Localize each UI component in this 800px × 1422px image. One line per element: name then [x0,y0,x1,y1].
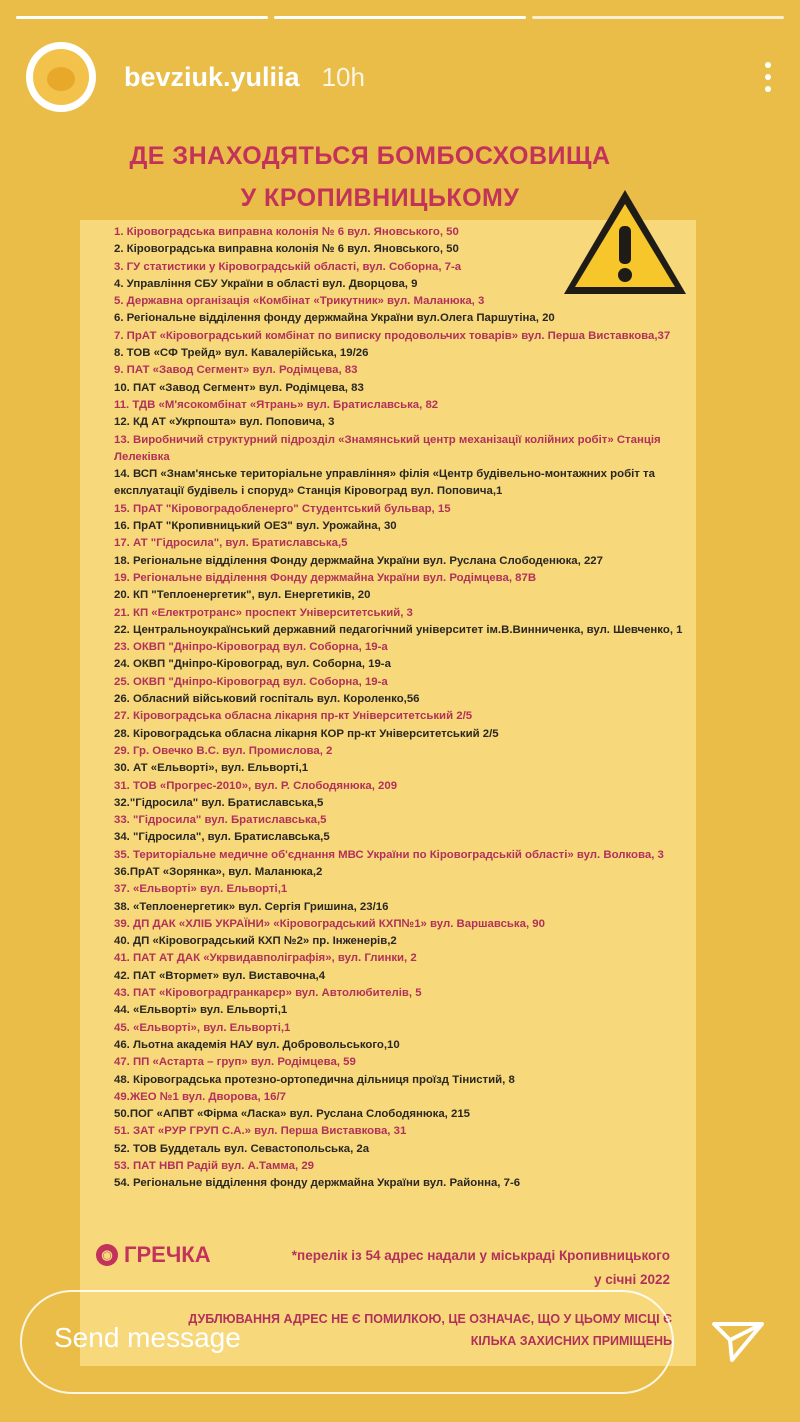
shelter-list [114,224,689,1193]
avatar[interactable] [26,42,96,112]
list-item: 51. ЗАТ «РУР ГРУП С.А.» вул. Перша Виставкова, 31 [114,1125,407,1138]
brand-name: ГРЕЧКА [124,1242,211,1267]
list-item: 45. «Ельворті», вул. Ельворті,1 [114,1021,291,1034]
send-message-input[interactable] [20,1290,674,1394]
source-note [250,1244,670,1292]
list-item: 4. Управління СБУ України в області вул. Дворцова, 9 [114,277,418,290]
list-item: 14. ВСП «Знам'янське територіальне управління» філія «Центр будівельно-монтажних робіт та експлуатації будівель і споруд» Станція Кіровоград вул. Поповича,1 [114,468,655,498]
send-icon[interactable] [710,1318,766,1364]
list-item: 41. ПАТ АТ ДАК «Укрвидавполіграфія», вул. Глинки, 2 [114,952,417,965]
list-item: 32."Гідросила" вул. Братиславська,5 [114,796,324,809]
list-item: 53. ПАТ НВП Радій вул. А.Тамма, 29 [114,1160,315,1173]
list-item: 25. ОКВП "Дніпро-Кіровоград вул. Соборна, 19-а [114,675,388,688]
list-item: 46. Льотна академія НАУ вул. Добровольського,10 [114,1038,400,1051]
story-progress [16,16,784,20]
list-item: 3. ГУ статистики у Кіровоградській області, вул. Соборна, 7-а [114,260,462,273]
username[interactable]: bevziuk.yuliia [124,61,300,92]
progress-segment-current [532,16,784,19]
list-item: 54. Регіональне відділення фонду держмайна України вул. Районна, 7-6 [114,1177,521,1190]
list-item: 28. Кіровоградська обласна лікарня КОР пр-кт Університетський 2/5 [114,727,499,740]
list-item: 31. ТОВ «Прогрес-2010», вул. Р. Слободянюка, 209 [114,779,398,792]
list-item: 18. Регіональне відділення Фонду держмайна України вул. Руслана Слободенюка, 227 [114,554,603,567]
list-item: 23. ОКВП "Дніпро-Кіровоград вул. Соборна, 19-а [114,641,388,654]
list-item: 37. «Ельворті» вул. Ельворті,1 [114,883,288,896]
list-item: 50.ПОГ «АПВТ «Фірма «Ласка» вул. Руслана Слободянюка, 215 [114,1108,471,1121]
list-item: 22. Центральноукраїнський державний педагогічний університет ім.В.Винниченка, вул. Шевченко, 1 [114,623,683,636]
story-image [80,128,696,1258]
list-item: 2. Кіровоградська виправна колонія № 6 вул. Яновського, 50 [114,243,459,256]
list-item: 47. ПП «Астарта – груп» вул. Родімцева, 59 [114,1056,356,1069]
list-item: 39. ДП ДАК «ХЛІБ УКРАЇНИ» «Кіровоградський КХП№1» вул. Варшавська, 90 [114,917,545,930]
list-item: 12. КД АТ «Укрпошта» вул. Поповича, 3 [114,416,335,429]
brand-icon: ◉ [96,1244,118,1266]
list-item: 16. ПрАТ "Кропивницький ОЕЗ" вул. Урожайна, 30 [114,520,397,533]
list-item: 44. «Ельворті» вул. Ельворті,1 [114,1004,288,1017]
list-item: 17. АТ "Гідросила", вул. Братиславська,5 [114,537,348,550]
disclaimer-line-2: КІЛЬКА ЗАХИСНИХ ПРИМІЩЕНЬ [470,1334,672,1348]
note-line-2: у січні 2022 [593,1272,670,1287]
list-item: 8. ТОВ «СФ Трейд» вул. Кавалерійська, 19/26 [114,347,369,360]
more-options-icon[interactable] [762,62,774,92]
list-item: 34. "Гідросила", вул. Братиславська,5 [114,831,330,844]
progress-segment [274,16,526,19]
list-item: 33. "Гідросила" вул. Братиславська,5 [114,814,327,827]
progress-segment [16,16,268,19]
list-item: 6. Регіональне відділення фонду держмайна України вул.Олега Паршутіна, 20 [114,312,555,325]
title-line-1: ДЕ ЗНАХОДЯТЬСЯ БОМБОСХОВИЩА [129,142,611,170]
list-item: 42. ПАТ «Втормет» вул. Виставочна,4 [114,969,326,982]
list-item: 40. ДП «Кіровоградський КХП №2» пр. Інженерів,2 [114,935,397,948]
list-item: 30. АТ «Ельворті», вул. Ельворті,1 [114,762,309,775]
list-item: 15. ПрАТ "Кіровоградобленерго" Студентський бульвар, 15 [114,502,451,515]
list-item: 11. ТДВ «М'ясокомбінат «Ятрань» вул. Братиславська, 82 [114,398,439,411]
list-item: 13. Виробничий структурний підрозділ «Знамянський центр механізації колійних робіт» Станція Лелеківка [114,433,661,463]
list-item: 7. ПрАТ «Кіровоградський комбінат по випиcку продовольчих товарів» вул. Перша Виставкова,37 [114,329,671,342]
brand-logo [96,1242,211,1268]
list-item: 38. «Теплоенергетик» вул. Сергія Гришина, 23/16 [114,900,389,913]
list-item: 36.ПрАТ «Зорянка», вул. Маланюка,2 [114,865,323,878]
list-item: 35. Територіальне медичне об'єднання МВС України по Кіровоградській області» вул. Волкова, 3 [114,848,664,861]
post-time: 10h [321,61,365,92]
title-line-2: У КРОПИВНИЦЬКОМУ [240,184,520,212]
list-item: 1. Кіровоградська виправна колонія № 6 вул. Яновського, 50 [114,226,459,238]
list-item: 20. КП "Теплоенергетик", вул. Енергетиків, 20 [114,589,371,602]
list-item: 43. ПАТ «Кіровоградгранкарєр» вул. Автолюбителів, 5 [114,987,422,1000]
list-item: 9. ПАТ «Завод Сегмент» вул. Родімцева, 83 [114,364,358,377]
story-header [26,42,774,112]
list-item: 21. КП «Електротранс» проспект Університетський, 3 [114,606,413,619]
list-item: 27. Кіровоградська обласна лікарня пр-кт Університетський 2/5 [114,710,473,723]
list-item: 19. Регіональне відділення Фонду держмайна України вул. Родімцева, 87В [114,571,537,584]
list-item: 52. ТОВ Буддеталь вул. Севастопольська, 2а [114,1142,370,1155]
disclaimer-line-1: ДУБЛЮВАННЯ АДРЕС НЕ Є ПОМИЛКОЮ, ЦЕ ОЗНАЧАЄ, ЩО У ЦЬОМУ МІСЦІ Є [188,1312,672,1326]
list-item: 5. Державна організація «Комбінат «Трикутник» вул. Маланюка, 3 [114,295,485,308]
send-message-placeholder: Send message [54,1322,241,1353]
list-item: 29. Гр. Овечко В.С. вул. Промислова, 2 [114,744,333,757]
list-item: 48. Кіровоградська протезно-ортопедична дільниця проїзд Тінистий, 8 [114,1073,515,1086]
list-item: 24. ОКВП "Дніпро-Кіровоград, вул. Соборна, 19-а [114,658,391,671]
list-item: 49.ЖЕО №1 вул. Дворова, 16/7 [114,1090,286,1103]
list-item: 26. Обласний військовий госпіталь вул. Короленко,56 [114,693,420,706]
note-line-1: *перелік із 54 адрес надали у міськраді Кропивницького [291,1248,670,1263]
list-item: 10. ПАТ «Завод Сегмент» вул. Родімцева, 83 [114,381,364,394]
